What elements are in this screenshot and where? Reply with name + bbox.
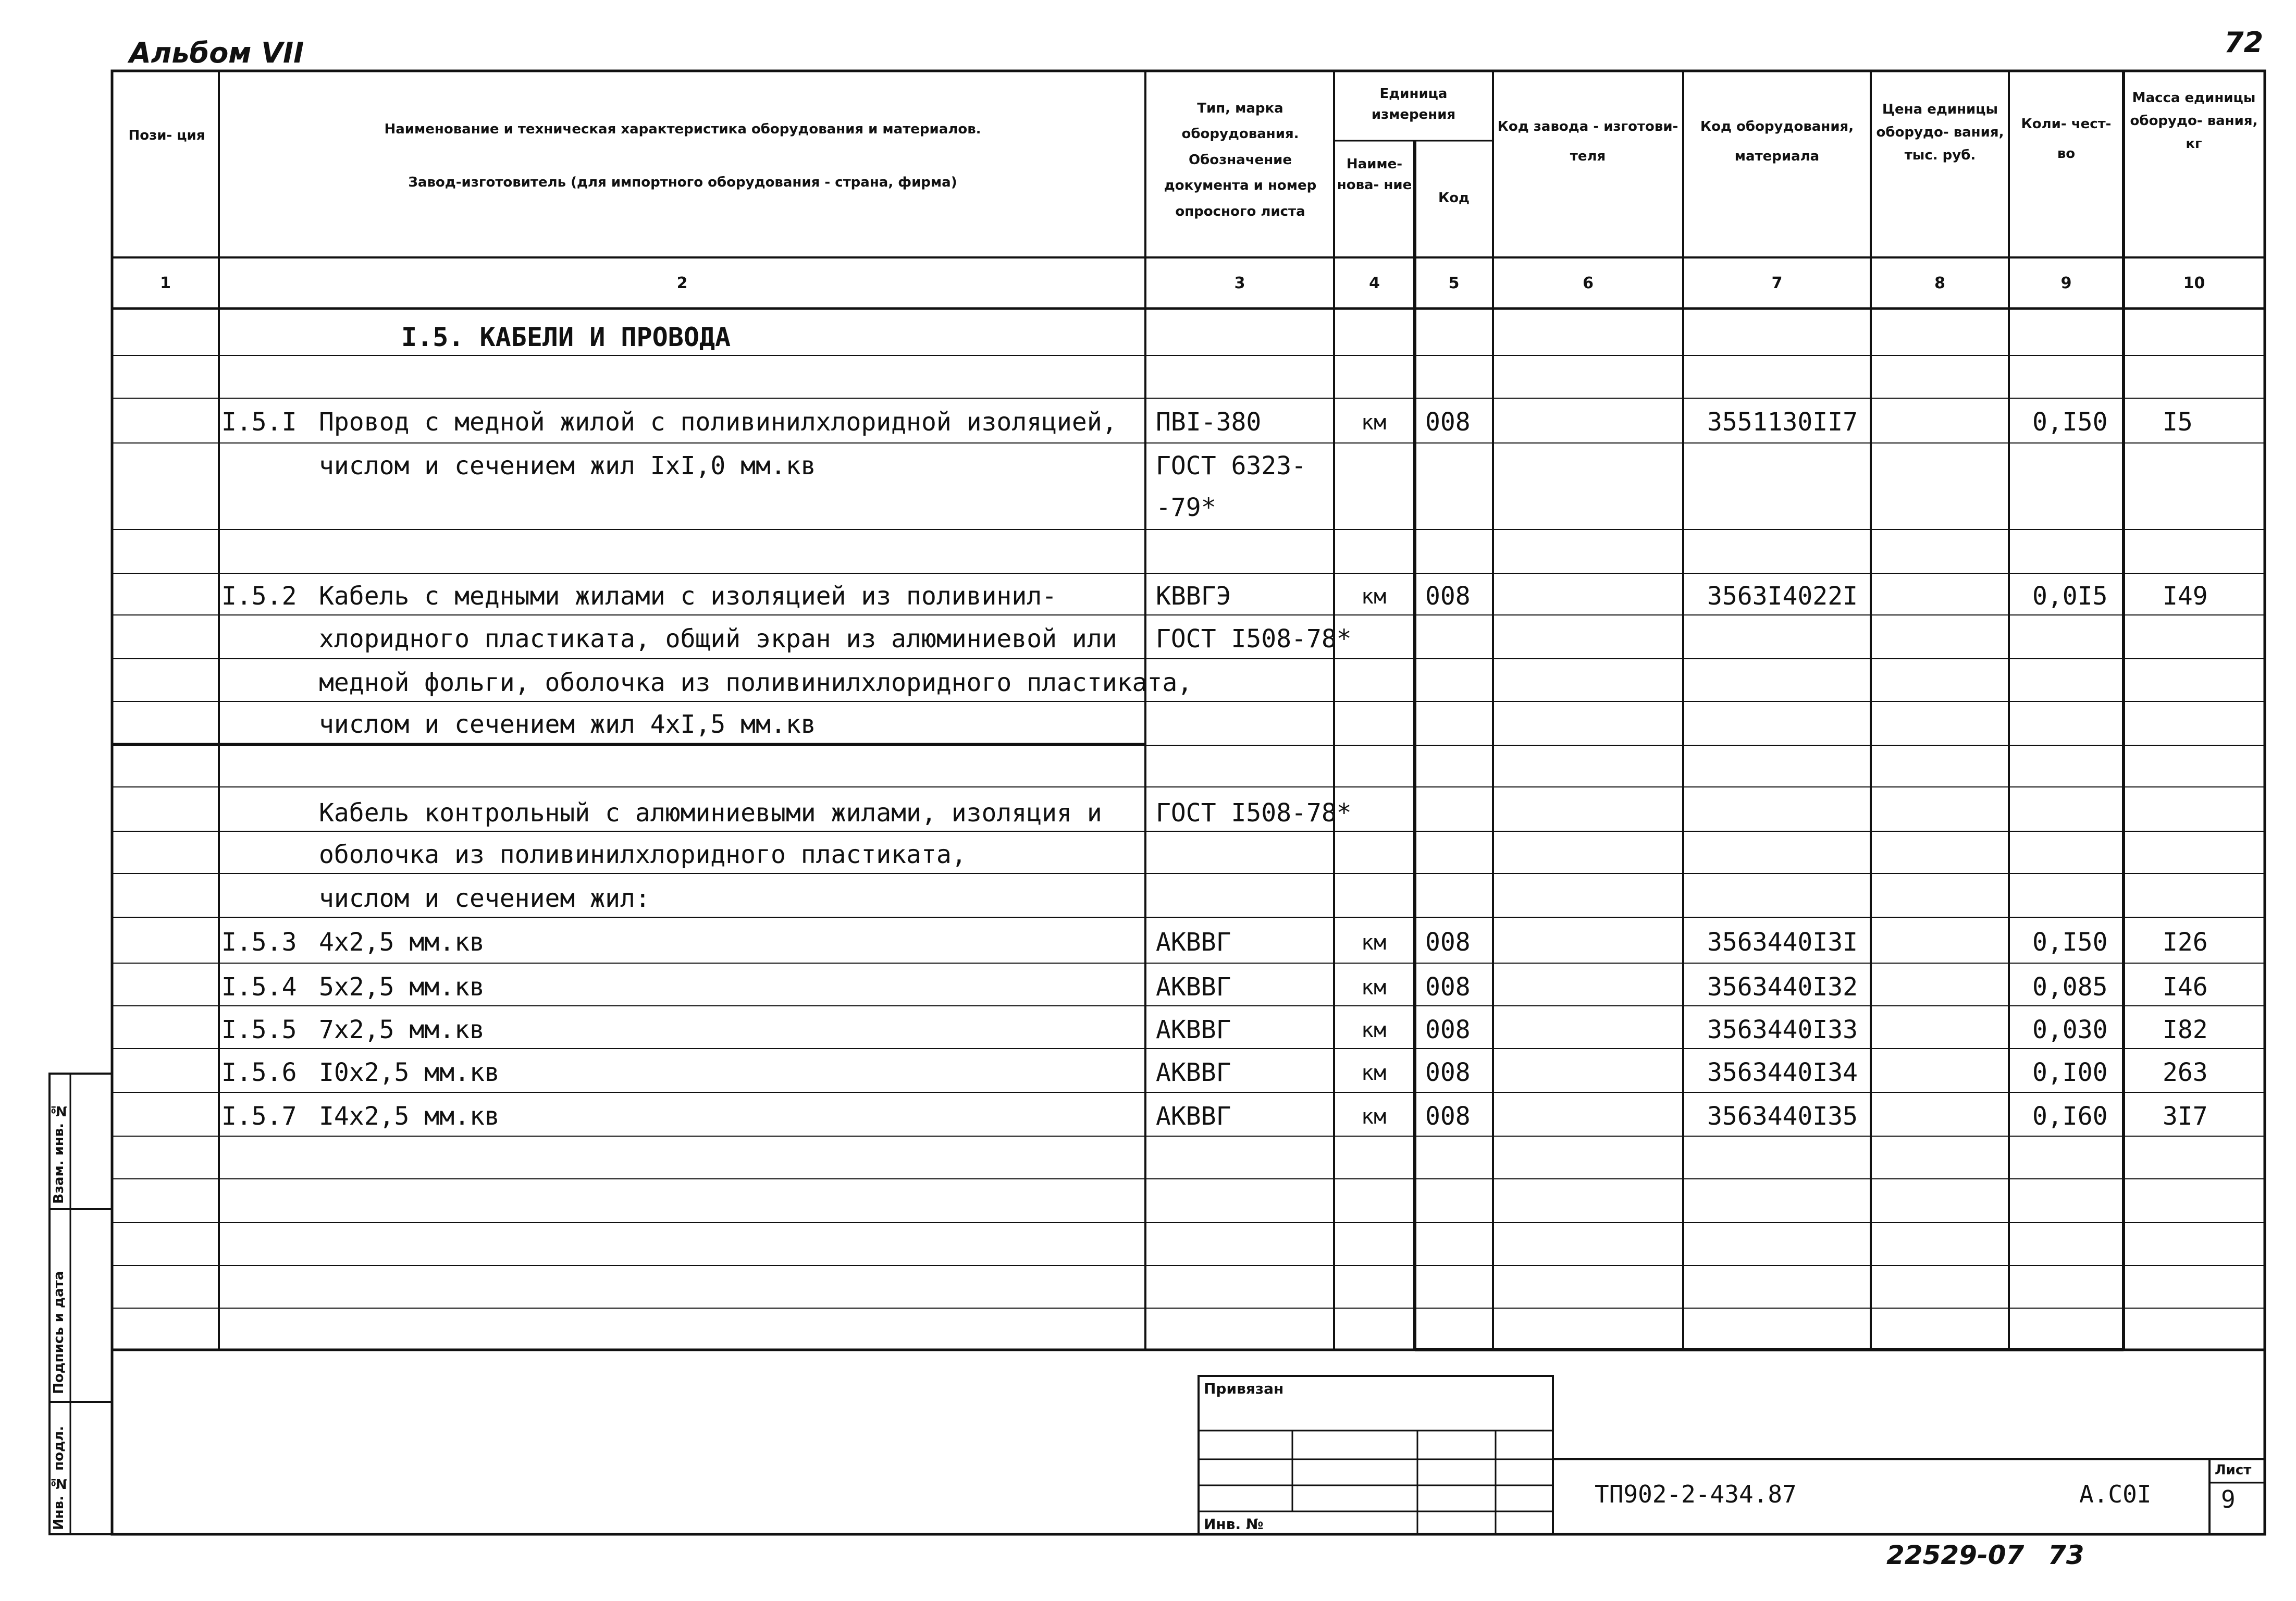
header-col10: Масса единицы оборудо- вания, кг: [2130, 90, 2258, 152]
sheet-code: А.С0I: [2079, 1480, 2152, 1508]
item-type: АКВВГ: [1156, 1102, 1231, 1131]
unit-code: 008: [1425, 1058, 1471, 1087]
item-type: ПВI-380: [1156, 408, 1262, 437]
mass: I82: [2163, 1015, 2208, 1044]
doc-code: ТП902-2-434.87: [1595, 1480, 1797, 1508]
side-label-signature-date: Подпись и дата: [51, 1271, 67, 1394]
header-col6: Код завода - изготови- теля: [1497, 119, 1678, 165]
sheet-number: 9: [2221, 1485, 2236, 1513]
stamp-inv: Инв. №: [1204, 1516, 1264, 1533]
mass: 3I7: [2163, 1102, 2208, 1131]
item-type: АКВВГ: [1156, 1058, 1231, 1087]
mass: 263: [2163, 1058, 2208, 1087]
position: I.5.I: [221, 408, 297, 437]
col-number-3: 3: [1234, 274, 1245, 292]
unit-name: км: [1361, 976, 1387, 1000]
unit-code: 008: [1425, 1102, 1471, 1131]
bottom-page: 73: [2048, 1540, 2084, 1570]
material-code: 3563440I3I: [1707, 928, 1858, 957]
unit-name: км: [1361, 411, 1387, 435]
item-name: Провод с медной жилой с поливинилхлоридной изоляцией,: [319, 408, 1117, 437]
unit-name: км: [1361, 585, 1387, 609]
material-code: 3563440I34: [1707, 1058, 1858, 1087]
item-name: 7х2,5 мм.кв: [319, 1015, 485, 1044]
unit-code: 008: [1425, 408, 1471, 437]
position: I.5.2: [221, 582, 297, 611]
material-code: 35511З0II7: [1707, 408, 1858, 437]
unit-name: км: [1361, 931, 1387, 955]
position: I.5.6: [221, 1058, 297, 1087]
stamp-bound: Привязан: [1204, 1380, 1284, 1397]
item-name: числом и сечением жил 4хI,5 мм.кв: [319, 710, 816, 739]
item-name: 5х2,5 мм.кв: [319, 972, 485, 1002]
item-type: АКВВГ: [1156, 928, 1231, 957]
item-type: -79*: [1156, 493, 1216, 522]
material-code: 3563440I33: [1707, 1015, 1858, 1044]
col-number-9: 9: [2060, 274, 2072, 292]
section-title: I.5. КАБЕЛИ И ПРОВОДА: [401, 322, 731, 352]
header-col3: Тип, марка оборудования. Обозначение документа и номер опросного листа: [1164, 101, 1317, 219]
item-name: оболочка из поливинилхлоридного пластиката,: [319, 840, 967, 869]
header-col8: Цена единицы оборудо- вания, тыс. руб.: [1876, 102, 2004, 164]
header-col2-line2: Завод-изготовитель (для импортного оборудования - страна, фирма): [408, 175, 957, 190]
header-col4: Наиме- нова- ние: [1337, 156, 1412, 193]
bottom-code: 22529-07: [1886, 1540, 2025, 1570]
mass: I5: [2163, 408, 2193, 437]
item-name: хлоридного пластиката, общий экран из алюминиевой или: [319, 624, 1117, 654]
quantity: 0,I60: [2032, 1102, 2108, 1131]
col-number-8: 8: [1934, 274, 1945, 292]
sheet-label: Лист: [2215, 1462, 2252, 1478]
side-label-replaced-inv: Взам. инв. №: [51, 1102, 67, 1204]
position: I.5.4: [221, 972, 297, 1002]
item-name: Кабель с медными жилами с изоляцией из поливинил-: [319, 582, 1057, 611]
col-number-2: 2: [676, 274, 688, 292]
unit-name: км: [1361, 1018, 1387, 1042]
col-number-10: 10: [2183, 274, 2205, 292]
mass: I46: [2163, 972, 2208, 1002]
material-code: 3563440I32: [1707, 972, 1858, 1002]
quantity: 0,I00: [2032, 1058, 2108, 1087]
unit-code: 008: [1425, 582, 1471, 611]
item-type: ГОСТ I508-78*: [1156, 798, 1352, 828]
col-number-4: 4: [1369, 274, 1380, 292]
header-col9: Коли- чест- во: [2021, 116, 2112, 162]
item-name: медной фольги, оболочка из поливинилхлоридного пластиката,: [319, 668, 1193, 697]
page-number: 72: [2224, 26, 2264, 59]
item-name: числом и сечением жил:: [319, 884, 650, 913]
quantity: 0,I50: [2032, 928, 2108, 957]
col-number-1: 1: [160, 274, 171, 292]
unit-code: 008: [1425, 1015, 1471, 1044]
mass: I26: [2163, 928, 2208, 957]
unit-name: км: [1361, 1105, 1387, 1129]
unit-code: 008: [1425, 972, 1471, 1002]
quantity: 0,I50: [2032, 408, 2108, 437]
quantity: 0,030: [2032, 1015, 2108, 1044]
position: I.5.5: [221, 1015, 297, 1044]
quantity: 0,0I5: [2032, 582, 2108, 611]
header-col1: Пози- ция: [128, 128, 205, 143]
unit-name: км: [1361, 1061, 1387, 1085]
header-col2-line1: Наименование и техническая характеристика оборудования и материалов.: [384, 121, 981, 137]
header-col4-group: Единица измерения: [1371, 86, 1456, 123]
item-name: числом и сечением жил IхI,0 мм.кв: [319, 451, 816, 481]
album-label: Альбом VII: [129, 36, 304, 69]
quantity: 0,085: [2032, 972, 2108, 1002]
item-name: 4х2,5 мм.кв: [319, 928, 485, 957]
header-col7: Код оборудования, материала: [1700, 119, 1854, 165]
col-number-6: 6: [1583, 274, 1594, 292]
item-type: КВВГЭ: [1156, 582, 1231, 611]
unit-code: 008: [1425, 928, 1471, 957]
mass: I49: [2163, 582, 2208, 611]
material-code: 3563I4022I: [1707, 582, 1858, 611]
col-number-7: 7: [1771, 274, 1783, 292]
header-col5: Код: [1438, 190, 1470, 206]
item-name: I4х2,5 мм.кв: [319, 1102, 500, 1131]
position: I.5.3: [221, 928, 297, 957]
item-name: Кабель контрольный с алюминиевыми жилами, изоляция и: [319, 798, 1102, 828]
col-number-5: 5: [1448, 274, 1460, 292]
item-type: ГОСТ 6323-: [1156, 451, 1306, 481]
material-code: 3563440I35: [1707, 1102, 1858, 1131]
position: I.5.7: [221, 1102, 297, 1131]
item-name: I0х2,5 мм.кв: [319, 1058, 500, 1087]
side-label-inv-original: Инв. № подл.: [51, 1426, 67, 1530]
item-type: АКВВГ: [1156, 972, 1231, 1002]
item-type: ГОСТ I508-78*: [1156, 624, 1352, 654]
item-type: АКВВГ: [1156, 1015, 1231, 1044]
